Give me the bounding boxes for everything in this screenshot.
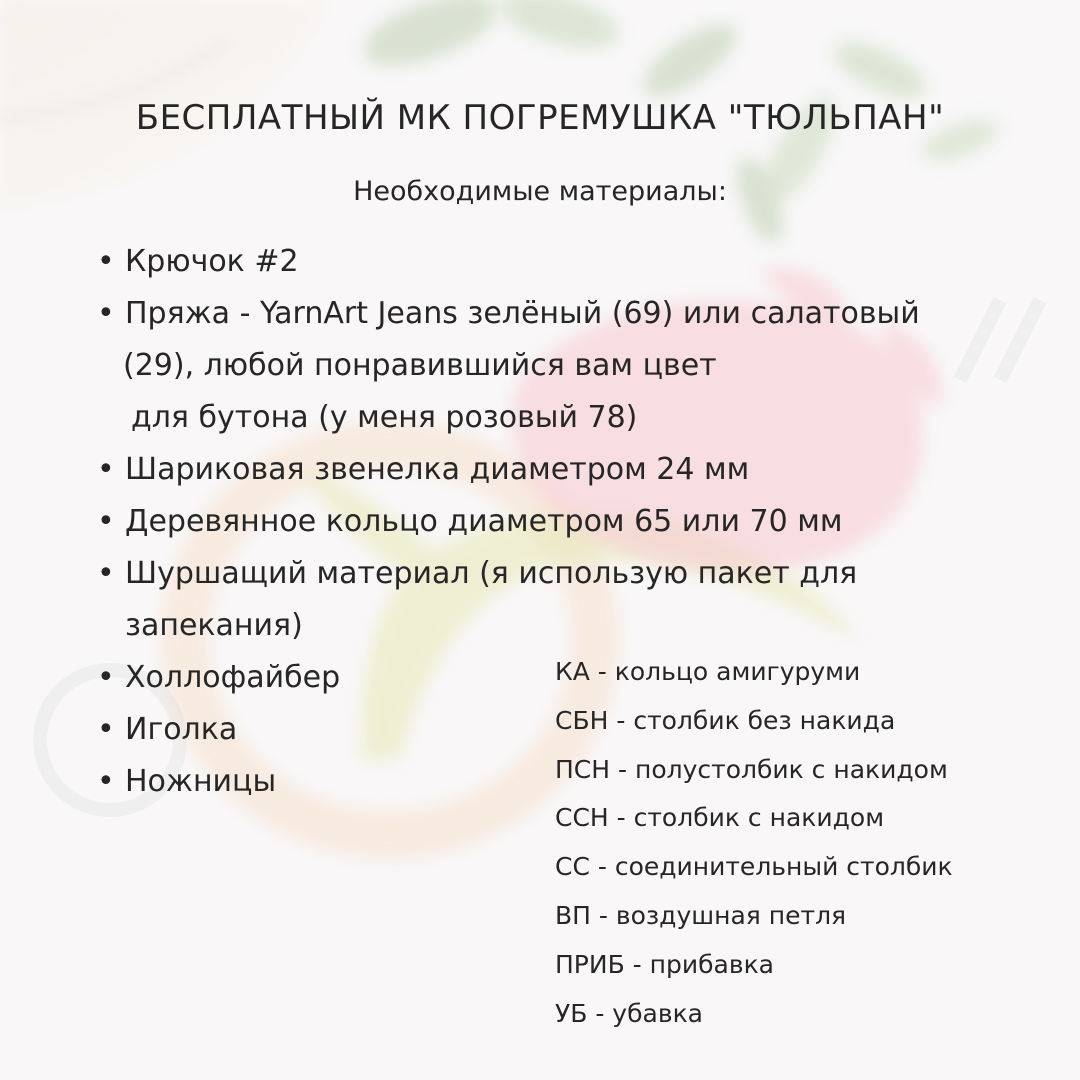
bullet-icon: • bbox=[97, 244, 115, 279]
materials-item-ring bbox=[97, 496, 1037, 548]
materials-item-text: Шуршащий материал (я использую пакет для bbox=[125, 556, 858, 591]
materials-item-text: (29), любой понравившийся вам цвет bbox=[123, 348, 717, 383]
materials-item-text: Крючок #2 bbox=[125, 244, 299, 279]
materials-item-hook bbox=[97, 236, 1037, 288]
abbreviations-list bbox=[555, 648, 953, 1038]
materials-item-text: запекания) bbox=[125, 608, 303, 643]
materials-item-crinkle bbox=[97, 548, 1037, 652]
materials-item-text: Иголка bbox=[125, 712, 238, 747]
abbreviation-item: СС - соединительный столбик bbox=[555, 852, 953, 882]
bullet-icon: • bbox=[97, 764, 115, 799]
abbreviation-item: КА - кольцо амигуруми bbox=[555, 657, 861, 686]
materials-item-yarn bbox=[97, 288, 1037, 444]
bullet-icon: • bbox=[97, 452, 115, 487]
bullet-icon: • bbox=[97, 712, 115, 747]
abbreviation-item: СБН - столбик без накида bbox=[555, 705, 896, 735]
bullet-icon: • bbox=[97, 296, 115, 331]
materials-item-text: Холлофайбер bbox=[125, 660, 341, 695]
abbreviation-item: ПРИБ - прибавка bbox=[555, 949, 774, 979]
bullet-icon: • bbox=[97, 660, 115, 695]
bullet-icon: • bbox=[97, 504, 115, 539]
abbreviation-item: УБ - убавка bbox=[555, 998, 703, 1028]
abbreviation-item: ПСН - полустолбик с накидом bbox=[555, 754, 948, 784]
materials-heading: Необходимые материалы: bbox=[353, 176, 727, 207]
abbreviation-item: ВП - воздушная петля bbox=[555, 900, 847, 930]
abbreviation-item: ССН - столбик с накидом bbox=[555, 803, 885, 833]
materials-item-rattle bbox=[97, 444, 1037, 496]
materials-item-text: Деревянное кольцо диаметром 65 или 70 мм bbox=[125, 504, 843, 539]
materials-item-text: Ножницы bbox=[125, 764, 277, 799]
materials-item-text: для бутона (у меня розовый 78) bbox=[131, 400, 638, 435]
bullet-icon: • bbox=[97, 556, 115, 591]
materials-item-text: Шариковая звенелка диаметром 24 мм bbox=[125, 452, 750, 487]
materials-item-text: Пряжа - YarnArt Jeans зелёный (69) или салатовый bbox=[125, 296, 920, 331]
page-title: БЕСПЛАТНЫЙ МК ПОГРЕМУШКА "ТЮЛЬПАН" bbox=[135, 98, 945, 138]
